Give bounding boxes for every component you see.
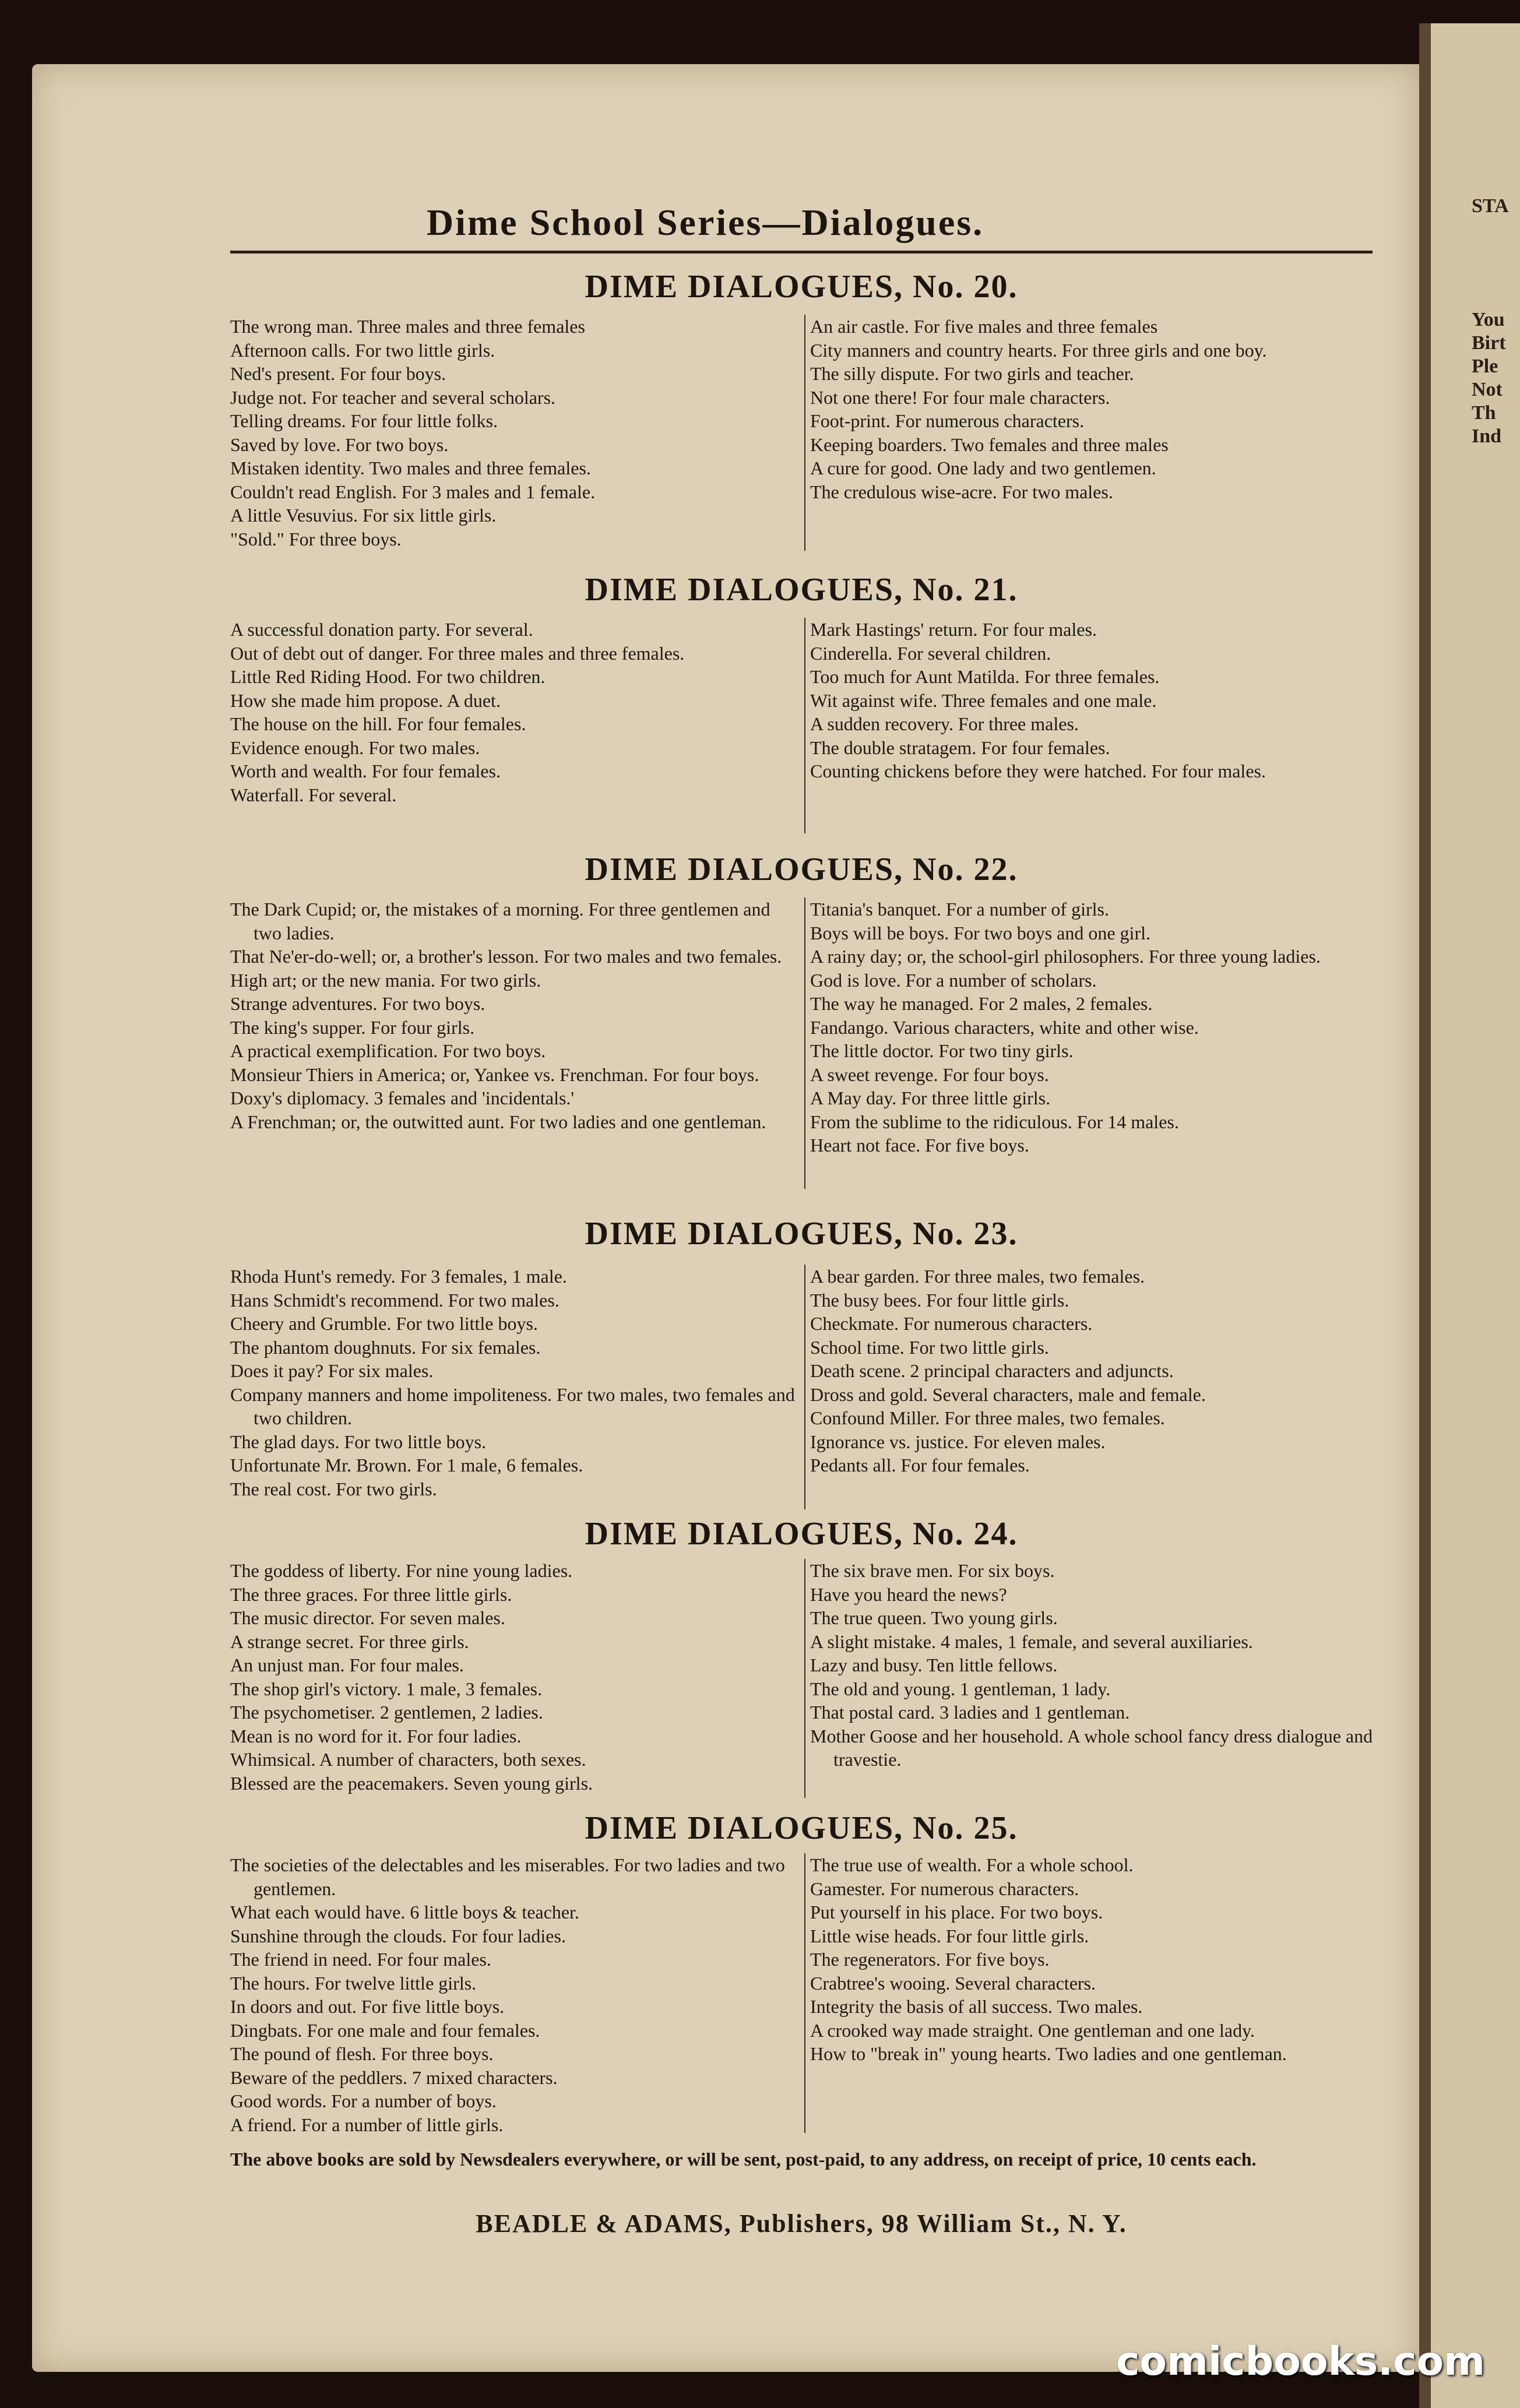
list-item: Death scene. 2 principal characters and adjuncts. xyxy=(810,1360,1174,1381)
list-item: Sunshine through the clouds. For four ladies. xyxy=(230,1925,566,1946)
list-item: The way he managed. For 2 males, 2 females. xyxy=(810,993,1153,1014)
section-22-right-column xyxy=(810,897,1378,1157)
section-21-right-column xyxy=(810,618,1378,783)
list-item: The house on the hill. For four females. xyxy=(230,713,526,734)
list-item: Too much for Aunt Matilda. For three females. xyxy=(810,666,1160,687)
list-item: The old and young. 1 gentleman, 1 lady. xyxy=(810,1678,1111,1699)
facing-page-fragment: Th xyxy=(1472,402,1496,424)
list-item: Foot-print. For numerous characters. xyxy=(810,410,1085,431)
list-item: The silly dispute. For two girls and teacher. xyxy=(810,363,1134,384)
list-item: High art; or the new mania. For two girls. xyxy=(230,969,541,991)
facing-page-fragment: You xyxy=(1472,309,1505,330)
section-24-right-column xyxy=(810,1559,1378,1772)
list-item: Fandango. Various characters, white and other wise. xyxy=(810,1016,1199,1038)
section-title-22: DIME DIALOGUES, No. 22. xyxy=(585,851,1018,888)
list-item: City manners and country hearts. For three girls and one boy. xyxy=(810,339,1267,361)
list-item: A friend. For a number of little girls. xyxy=(230,2114,504,2135)
section-21-left-column xyxy=(230,618,801,807)
list-item: Out of debt out of danger. For three males and three females. xyxy=(230,642,685,664)
list-item: Integrity the basis of all success. Two males. xyxy=(810,1996,1143,2017)
section-title-21: DIME DIALOGUES, No. 21. xyxy=(585,572,1018,608)
list-item: Titania's banquet. For a number of girls. xyxy=(810,899,1109,920)
list-item: Dingbats. For one male and four females. xyxy=(230,2019,540,2041)
list-item: The king's supper. For four girls. xyxy=(230,1016,475,1038)
list-item: Monsieur Thiers in America; or, Yankee vs. Frenchman. For four boys. xyxy=(230,1064,759,1085)
list-item: Beware of the peddlers. 7 mixed characters. xyxy=(230,2066,558,2088)
list-item: The glad days. For two little boys. xyxy=(230,1431,487,1452)
list-item: Put yourself in his place. For two boys. xyxy=(810,1902,1103,1923)
list-item: The three graces. For three little girls. xyxy=(230,1583,512,1605)
section-title-24: DIME DIALOGUES, No. 24. xyxy=(585,1516,1018,1552)
list-item: Unfortunate Mr. Brown. For 1 male, 6 females. xyxy=(230,1455,583,1476)
list-item: Mean is no word for it. For four ladies. xyxy=(230,1725,522,1747)
list-item: Blessed are the peacemakers. Seven young girls. xyxy=(230,1772,593,1794)
list-item: That postal card. 3 ladies and 1 gentleman. xyxy=(810,1702,1130,1723)
list-item: The true use of wealth. For a whole school. xyxy=(810,1854,1134,1875)
list-item: Wit against wife. Three females and one male. xyxy=(810,689,1157,711)
section-title-23: DIME DIALOGUES, No. 23. xyxy=(585,1216,1018,1252)
section-20-left-column xyxy=(230,315,801,551)
list-item: Counting chickens before they were hatched. For four males. xyxy=(810,761,1266,781)
list-item: Gamester. For numerous characters. xyxy=(810,1878,1079,1899)
section-22-left-column xyxy=(230,897,801,1133)
list-item: How to "break in" young hearts. Two ladies and one gentleman. xyxy=(810,2043,1287,2064)
facing-page xyxy=(1431,23,1520,2408)
list-item: The Dark Cupid; or, the mistakes of a morning. For three gentlemen and two ladies. xyxy=(230,899,770,944)
list-item: Does it pay? For six males. xyxy=(230,1360,434,1381)
list-item: A rainy day; or, the school-girl philosophers. For three young ladies. xyxy=(810,946,1321,967)
section-24-left-column xyxy=(230,1559,801,1795)
section-25-left-column xyxy=(230,1853,801,2136)
list-item: The wrong man. Three males and three females xyxy=(230,316,585,337)
list-item: Mistaken identity. Two males and three females. xyxy=(230,457,591,478)
list-item: A little Vesuvius. For six little girls. xyxy=(230,505,497,526)
list-item: Rhoda Hunt's remedy. For 3 females, 1 male. xyxy=(230,1266,567,1287)
column-divider xyxy=(804,1265,805,1509)
list-item: Pedants all. For four females. xyxy=(810,1455,1030,1476)
list-item: The credulous wise-acre. For two males. xyxy=(810,481,1113,502)
list-item: In doors and out. For five little boys. xyxy=(230,1996,505,2017)
list-item: The societies of the delectables and les miserables. For two ladies and two gentlemen. xyxy=(230,1854,785,1899)
list-item: The double stratagem. For four females. xyxy=(810,737,1110,758)
list-item: Crabtree's wooing. Several characters. xyxy=(810,1972,1096,1994)
list-item: A sweet revenge. For four boys. xyxy=(810,1064,1049,1085)
list-item: Evidence enough. For two males. xyxy=(230,737,480,758)
list-item: A crooked way made straight. One gentleman and one lady. xyxy=(810,2019,1255,2041)
section-title-20: DIME DIALOGUES, No. 20. xyxy=(585,269,1018,305)
list-item: Cinderella. For several children. xyxy=(810,642,1051,664)
section-23-left-column xyxy=(230,1265,801,1501)
list-item: The real cost. For two girls. xyxy=(230,1478,437,1499)
list-item: Keeping boarders. Two females and three males xyxy=(810,434,1169,455)
list-item: The busy bees. For four little girls. xyxy=(810,1289,1069,1311)
footer-note: The above books are sold by Newsdealers everywhere, or will be sent, post-paid, to any address, on receipt of price, 10 cents each. xyxy=(230,2149,1257,2170)
list-item: Ignorance vs. justice. For eleven males. xyxy=(810,1431,1106,1452)
facing-page-fragment: Not xyxy=(1472,379,1503,400)
list-item: The goddess of liberty. For nine young ladies. xyxy=(230,1560,573,1581)
list-item: Company manners and home impoliteness. For two males, two females and two children. xyxy=(230,1383,795,1428)
column-divider xyxy=(804,897,805,1189)
section-25-right-column xyxy=(810,1853,1378,2066)
list-item: Worth and wealth. For four females. xyxy=(230,761,501,781)
list-item: A May day. For three little girls. xyxy=(810,1087,1051,1108)
list-item: The shop girl's victory. 1 male, 3 females. xyxy=(230,1678,543,1699)
list-item: Have you heard the news? xyxy=(810,1583,1007,1605)
list-item: A Frenchman; or, the outwitted aunt. For two ladies and one gentleman. xyxy=(230,1111,766,1132)
list-item: Dross and gold. Several characters, male and female. xyxy=(810,1383,1206,1405)
list-item: Little wise heads. For four little girls. xyxy=(810,1925,1089,1946)
list-item: Good words. For a number of boys. xyxy=(230,2090,497,2111)
book-gutter xyxy=(1419,23,1431,2408)
list-item: Ned's present. For four boys. xyxy=(230,363,446,384)
list-item: Saved by love. For two boys. xyxy=(230,434,449,455)
list-item: A cure for good. One lady and two gentlemen. xyxy=(810,457,1156,478)
list-item: How she made him propose. A duet. xyxy=(230,689,501,711)
list-item: The music director. For seven males. xyxy=(230,1607,505,1628)
list-item: Whimsical. A number of characters, both sexes. xyxy=(230,1749,586,1770)
list-item: Hans Schmidt's recommend. For two males. xyxy=(230,1289,560,1311)
list-item: The true queen. Two young girls. xyxy=(810,1607,1058,1628)
list-item: The pound of flesh. For three boys. xyxy=(230,2043,494,2064)
list-item: What each would have. 6 little boys & teacher. xyxy=(230,1902,579,1923)
list-item: The six brave men. For six boys. xyxy=(810,1560,1055,1581)
list-item: That Ne'er-do-well; or, a brother's lesson. For two males and two females. xyxy=(230,946,782,967)
list-item: The hours. For twelve little girls. xyxy=(230,1972,477,1994)
list-item: School time. For two little girls. xyxy=(810,1336,1049,1358)
list-item: From the sublime to the ridiculous. For 14 males. xyxy=(810,1111,1179,1132)
watermark: comicbooks.com xyxy=(1116,2339,1485,2385)
list-item: God is love. For a number of scholars. xyxy=(810,969,1097,991)
column-divider xyxy=(804,1853,805,2133)
list-item: An air castle. For five males and three females xyxy=(810,316,1158,337)
page-header: Dime School Series—Dialogues. xyxy=(426,202,984,243)
list-item: The regenerators. For five boys. xyxy=(810,1949,1050,1970)
list-item: The little doctor. For two tiny girls. xyxy=(810,1040,1074,1061)
list-item: Boys will be boys. For two boys and one girl. xyxy=(810,922,1150,944)
list-item: The psychometiser. 2 gentlemen, 2 ladies. xyxy=(230,1702,543,1723)
section-title-25: DIME DIALOGUES, No. 25. xyxy=(585,1810,1018,1846)
list-item: Checkmate. For numerous characters. xyxy=(810,1313,1093,1334)
list-item: Couldn't read English. For 3 males and 1 female. xyxy=(230,481,596,502)
column-divider xyxy=(804,315,805,551)
publisher-line: BEADLE & ADAMS, Publishers, 98 William St., N. Y. xyxy=(476,2209,1127,2238)
facing-page-fragment: STA xyxy=(1472,195,1509,217)
list-item: Judge not. For teacher and several scholars. xyxy=(230,386,556,408)
facing-page-fragment: Ind xyxy=(1472,425,1502,447)
list-item: Strange adventures. For two boys. xyxy=(230,993,485,1014)
list-item: Little Red Riding Hood. For two children. xyxy=(230,666,546,687)
list-item: The friend in need. For four males. xyxy=(230,1949,491,1970)
list-item: Telling dreams. For four little folks. xyxy=(230,410,498,431)
list-item: A strange secret. For three girls. xyxy=(230,1631,469,1652)
list-item: Mark Hastings' return. For four males. xyxy=(810,619,1097,640)
list-item: A practical exemplification. For two boys. xyxy=(230,1040,546,1061)
list-item: Doxy's diplomacy. 3 females and 'incidentals.' xyxy=(230,1087,575,1108)
section-23-right-column xyxy=(810,1265,1378,1477)
list-item: A slight mistake. 4 males, 1 female, and several auxiliaries. xyxy=(810,1631,1253,1652)
list-item: A bear garden. For three males, two females. xyxy=(810,1266,1145,1287)
list-item: Cheery and Grumble. For two little boys. xyxy=(230,1313,538,1334)
list-item: Confound Miller. For three males, two females. xyxy=(810,1407,1165,1428)
list-item: The phantom doughnuts. For six females. xyxy=(230,1336,541,1358)
list-item: An unjust man. For four males. xyxy=(230,1654,464,1675)
list-item: A sudden recovery. For three males. xyxy=(810,713,1079,734)
list-item: Lazy and busy. Ten little fellows. xyxy=(810,1654,1058,1675)
column-divider xyxy=(804,618,805,833)
list-item: Afternoon calls. For two little girls. xyxy=(230,339,495,361)
list-item: Heart not face. For five boys. xyxy=(810,1135,1029,1156)
facing-page-fragment: Ple xyxy=(1472,355,1498,377)
section-20-right-column xyxy=(810,315,1378,504)
list-item: "Sold." For three boys. xyxy=(230,528,402,550)
header-rule xyxy=(230,251,1373,254)
facing-page-fragment: Birt xyxy=(1472,332,1506,354)
list-item: Mother Goose and her household. A whole school fancy dress dialogue and travestie. xyxy=(810,1725,1373,1770)
list-item: Not one there! For four male characters. xyxy=(810,386,1110,408)
column-divider xyxy=(804,1559,805,1798)
list-item: Waterfall. For several. xyxy=(230,784,397,805)
list-item: A successful donation party. For several. xyxy=(230,619,533,640)
